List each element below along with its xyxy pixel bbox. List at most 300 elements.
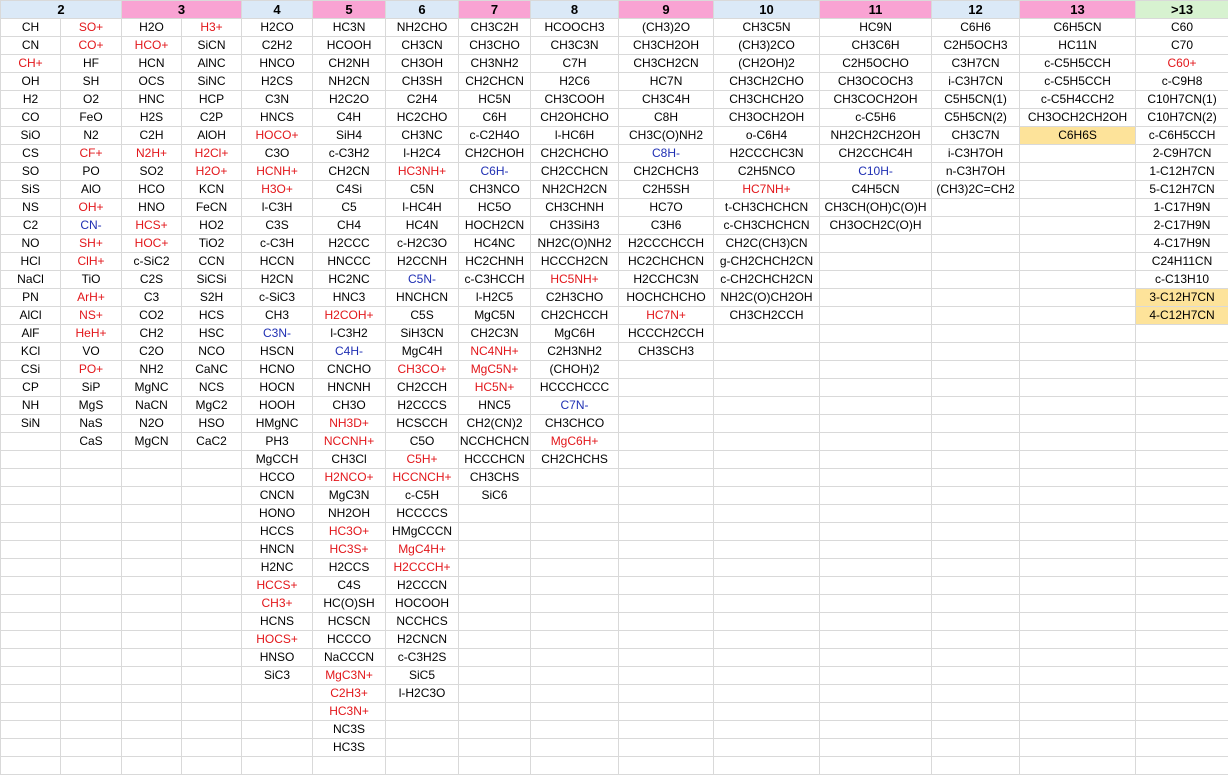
empty-cell[interactable]	[1, 451, 61, 469]
empty-cell[interactable]	[1020, 631, 1136, 649]
empty-cell[interactable]	[820, 613, 932, 631]
molecule-cell[interactable]: SO	[1, 163, 61, 181]
empty-cell[interactable]	[619, 649, 714, 667]
molecule-cell[interactable]: c-C13H10	[1136, 271, 1228, 289]
empty-cell[interactable]	[932, 271, 1020, 289]
empty-cell[interactable]	[122, 667, 182, 685]
empty-cell[interactable]	[932, 433, 1020, 451]
empty-cell[interactable]	[1020, 667, 1136, 685]
empty-cell[interactable]	[1136, 649, 1228, 667]
empty-cell[interactable]	[619, 631, 714, 649]
molecule-cell[interactable]: CN	[1, 37, 61, 55]
molecule-cell[interactable]: MgC5N	[459, 307, 531, 325]
empty-cell[interactable]	[619, 577, 714, 595]
molecule-cell[interactable]: H2O	[122, 19, 182, 37]
molecule-cell[interactable]: HC4NC	[459, 235, 531, 253]
empty-cell[interactable]	[1020, 361, 1136, 379]
molecule-cell[interactable]: PO+	[61, 361, 122, 379]
molecule-cell[interactable]: C6H-	[459, 163, 531, 181]
empty-cell[interactable]	[531, 667, 619, 685]
molecule-cell[interactable]: NH2CN	[313, 73, 386, 91]
empty-cell[interactable]	[242, 703, 313, 721]
header-cell[interactable]: 5	[313, 1, 386, 19]
molecule-cell[interactable]: C3O	[242, 145, 313, 163]
empty-cell[interactable]	[820, 451, 932, 469]
empty-cell[interactable]	[182, 757, 242, 775]
molecule-cell[interactable]: HC7N+	[619, 307, 714, 325]
molecule-cell[interactable]: c-C5H5CCH	[1020, 55, 1136, 73]
empty-cell[interactable]	[820, 757, 932, 775]
header-cell[interactable]: 12	[932, 1, 1020, 19]
empty-cell[interactable]	[619, 667, 714, 685]
empty-cell[interactable]	[61, 685, 122, 703]
molecule-cell[interactable]: SiN	[1, 415, 61, 433]
molecule-cell[interactable]: i-C3H7CN	[932, 73, 1020, 91]
molecule-cell[interactable]: c-C3H2	[313, 145, 386, 163]
empty-cell[interactable]	[1136, 451, 1228, 469]
molecule-cell[interactable]: CH2CHCN	[459, 73, 531, 91]
empty-cell[interactable]	[1, 721, 61, 739]
molecule-cell[interactable]: HC4N	[386, 217, 459, 235]
empty-cell[interactable]	[1, 505, 61, 523]
molecule-cell[interactable]: C70	[1136, 37, 1228, 55]
empty-cell[interactable]	[619, 703, 714, 721]
molecule-cell[interactable]: CaS	[61, 433, 122, 451]
empty-cell[interactable]	[619, 505, 714, 523]
empty-cell[interactable]	[932, 703, 1020, 721]
empty-cell[interactable]	[820, 343, 932, 361]
molecule-cell[interactable]: C2H4	[386, 91, 459, 109]
molecule-cell[interactable]: C5H5CN(2)	[932, 109, 1020, 127]
empty-cell[interactable]	[619, 379, 714, 397]
empty-cell[interactable]	[1136, 559, 1228, 577]
molecule-cell[interactable]: (CHOH)2	[531, 361, 619, 379]
molecule-cell[interactable]: C2H5OCH3	[932, 37, 1020, 55]
molecule-cell[interactable]: i-C3H7OH	[932, 145, 1020, 163]
molecule-cell[interactable]: HMgNC	[242, 415, 313, 433]
empty-cell[interactable]	[122, 505, 182, 523]
empty-cell[interactable]	[932, 397, 1020, 415]
molecule-cell[interactable]: HC(O)SH	[313, 595, 386, 613]
molecule-cell[interactable]: c-C9H8	[1136, 73, 1228, 91]
empty-cell[interactable]	[1136, 631, 1228, 649]
empty-cell[interactable]	[820, 703, 932, 721]
molecule-cell[interactable]: TiO	[61, 271, 122, 289]
empty-cell[interactable]	[1, 667, 61, 685]
molecule-cell[interactable]: NH2OH	[313, 505, 386, 523]
empty-cell[interactable]	[820, 541, 932, 559]
empty-cell[interactable]	[820, 523, 932, 541]
molecule-cell[interactable]: C2H2	[242, 37, 313, 55]
molecule-cell[interactable]: C5H+	[386, 451, 459, 469]
molecule-cell[interactable]: CO	[1, 109, 61, 127]
empty-cell[interactable]	[122, 703, 182, 721]
molecule-cell[interactable]: OCS	[122, 73, 182, 91]
molecule-cell[interactable]: C2O	[122, 343, 182, 361]
molecule-cell[interactable]: HCCCHCN	[459, 451, 531, 469]
molecule-cell[interactable]: C60+	[1136, 55, 1228, 73]
molecule-cell[interactable]: c-CH3CHCHCN	[714, 217, 820, 235]
molecule-cell[interactable]: CH3CHCO	[531, 415, 619, 433]
molecule-cell[interactable]: N2	[61, 127, 122, 145]
molecule-cell[interactable]: H2C6	[531, 73, 619, 91]
molecule-cell[interactable]: C5N	[386, 181, 459, 199]
empty-cell[interactable]	[820, 559, 932, 577]
empty-cell[interactable]	[182, 469, 242, 487]
molecule-cell[interactable]: CH2OHCHO	[531, 109, 619, 127]
empty-cell[interactable]	[932, 325, 1020, 343]
molecule-cell[interactable]: H2COH+	[313, 307, 386, 325]
molecule-cell[interactable]: C3H7CN	[932, 55, 1020, 73]
empty-cell[interactable]	[1136, 361, 1228, 379]
empty-cell[interactable]	[61, 595, 122, 613]
empty-cell[interactable]	[1, 613, 61, 631]
empty-cell[interactable]	[932, 613, 1020, 631]
empty-cell[interactable]	[1, 685, 61, 703]
header-cell[interactable]: >13	[1136, 1, 1228, 19]
empty-cell[interactable]	[932, 667, 1020, 685]
molecule-cell[interactable]: CP	[1, 379, 61, 397]
molecule-cell[interactable]: HC11N	[1020, 37, 1136, 55]
empty-cell[interactable]	[61, 451, 122, 469]
empty-cell[interactable]	[1136, 415, 1228, 433]
empty-cell[interactable]	[932, 235, 1020, 253]
molecule-cell[interactable]: HCCN	[242, 253, 313, 271]
empty-cell[interactable]	[820, 325, 932, 343]
empty-cell[interactable]	[714, 397, 820, 415]
molecule-cell[interactable]: SiC5	[386, 667, 459, 685]
empty-cell[interactable]	[932, 487, 1020, 505]
molecule-cell[interactable]: CN-	[61, 217, 122, 235]
empty-cell[interactable]	[932, 343, 1020, 361]
empty-cell[interactable]	[122, 559, 182, 577]
molecule-cell[interactable]: H2NC	[242, 559, 313, 577]
molecule-cell[interactable]: l-HC4H	[386, 199, 459, 217]
empty-cell[interactable]	[714, 685, 820, 703]
molecule-cell[interactable]: H2CCCN	[386, 577, 459, 595]
molecule-cell[interactable]: HCOOH	[313, 37, 386, 55]
empty-cell[interactable]	[531, 559, 619, 577]
molecule-cell[interactable]: CH3CHS	[459, 469, 531, 487]
empty-cell[interactable]	[1136, 739, 1228, 757]
empty-cell[interactable]	[1136, 541, 1228, 559]
empty-cell[interactable]	[820, 469, 932, 487]
molecule-cell[interactable]: CH3Cl	[313, 451, 386, 469]
molecule-cell[interactable]: C3H6	[619, 217, 714, 235]
empty-cell[interactable]	[1, 469, 61, 487]
empty-cell[interactable]	[714, 415, 820, 433]
empty-cell[interactable]	[714, 487, 820, 505]
molecule-cell[interactable]: H2	[1, 91, 61, 109]
molecule-cell[interactable]: H2CCC	[313, 235, 386, 253]
empty-cell[interactable]	[714, 739, 820, 757]
empty-cell[interactable]	[619, 613, 714, 631]
molecule-cell[interactable]: KCl	[1, 343, 61, 361]
molecule-cell[interactable]: CH3SCH3	[619, 343, 714, 361]
empty-cell[interactable]	[531, 487, 619, 505]
empty-cell[interactable]	[1, 757, 61, 775]
molecule-cell[interactable]: c-CH2CHCH2CN	[714, 271, 820, 289]
molecule-cell[interactable]: t-CH3CHCHCN	[714, 199, 820, 217]
empty-cell[interactable]	[714, 703, 820, 721]
molecule-cell[interactable]: HNC3	[313, 289, 386, 307]
empty-cell[interactable]	[61, 703, 122, 721]
molecule-cell[interactable]: c-C5H5CCH	[1020, 73, 1136, 91]
empty-cell[interactable]	[122, 739, 182, 757]
empty-cell[interactable]	[820, 271, 932, 289]
empty-cell[interactable]	[122, 631, 182, 649]
molecule-cell[interactable]: CH3CH2CN	[619, 55, 714, 73]
molecule-cell[interactable]: CH3COOH	[531, 91, 619, 109]
molecule-cell[interactable]: C3S	[242, 217, 313, 235]
molecule-cell[interactable]: HCNH+	[242, 163, 313, 181]
molecule-cell[interactable]: C8H-	[619, 145, 714, 163]
molecule-cell[interactable]: CO2	[122, 307, 182, 325]
molecule-cell[interactable]: ArH+	[61, 289, 122, 307]
molecule-cell[interactable]: HCCNCH+	[386, 469, 459, 487]
empty-cell[interactable]	[619, 541, 714, 559]
molecule-cell[interactable]: H2S	[122, 109, 182, 127]
molecule-cell[interactable]: C2H5NCO	[714, 163, 820, 181]
empty-cell[interactable]	[242, 721, 313, 739]
molecule-cell[interactable]: NCS	[182, 379, 242, 397]
empty-cell[interactable]	[820, 307, 932, 325]
molecule-cell[interactable]: NS+	[61, 307, 122, 325]
empty-cell[interactable]	[531, 505, 619, 523]
molecule-cell[interactable]: OH	[1, 73, 61, 91]
empty-cell[interactable]	[1, 523, 61, 541]
empty-cell[interactable]	[1, 649, 61, 667]
molecule-cell[interactable]: HF	[61, 55, 122, 73]
molecule-cell[interactable]: CH3C3N	[531, 37, 619, 55]
molecule-cell[interactable]: C8H	[619, 109, 714, 127]
molecule-cell[interactable]: HC2CHO	[386, 109, 459, 127]
molecule-cell[interactable]: HC3S+	[313, 541, 386, 559]
empty-cell[interactable]	[820, 415, 932, 433]
empty-cell[interactable]	[122, 721, 182, 739]
molecule-cell[interactable]: NS	[1, 199, 61, 217]
molecule-cell[interactable]: l-H2C4	[386, 145, 459, 163]
empty-cell[interactable]	[714, 433, 820, 451]
empty-cell[interactable]	[531, 541, 619, 559]
empty-cell[interactable]	[932, 415, 1020, 433]
empty-cell[interactable]	[1020, 415, 1136, 433]
molecule-cell[interactable]: C3N-	[242, 325, 313, 343]
molecule-cell[interactable]: NH2	[122, 361, 182, 379]
molecule-cell[interactable]: H3O+	[242, 181, 313, 199]
empty-cell[interactable]	[1020, 649, 1136, 667]
empty-cell[interactable]	[619, 451, 714, 469]
empty-cell[interactable]	[1020, 541, 1136, 559]
molecule-cell[interactable]: c-C2H4O	[459, 127, 531, 145]
empty-cell[interactable]	[459, 631, 531, 649]
empty-cell[interactable]	[1, 559, 61, 577]
empty-cell[interactable]	[1136, 667, 1228, 685]
empty-cell[interactable]	[1, 577, 61, 595]
molecule-cell[interactable]: HNCCC	[313, 253, 386, 271]
molecule-cell[interactable]: MgC6H+	[531, 433, 619, 451]
molecule-cell[interactable]: CH3+	[242, 595, 313, 613]
molecule-cell[interactable]: HOCH2CN	[459, 217, 531, 235]
molecule-cell[interactable]: SiC6	[459, 487, 531, 505]
empty-cell[interactable]	[1020, 559, 1136, 577]
molecule-cell[interactable]: c-SiC3	[242, 289, 313, 307]
molecule-cell[interactable]: H2NCO+	[313, 469, 386, 487]
header-cell[interactable]: 7	[459, 1, 531, 19]
molecule-cell[interactable]: CF+	[61, 145, 122, 163]
empty-cell[interactable]	[1020, 343, 1136, 361]
molecule-cell[interactable]: HNO	[122, 199, 182, 217]
molecule-cell[interactable]: C6H6S	[1020, 127, 1136, 145]
empty-cell[interactable]	[459, 523, 531, 541]
molecule-cell[interactable]: AlF	[1, 325, 61, 343]
empty-cell[interactable]	[1, 433, 61, 451]
header-cell[interactable]: 11	[820, 1, 932, 19]
molecule-cell[interactable]: HCS	[182, 307, 242, 325]
molecule-cell[interactable]: (CH3)2O	[619, 19, 714, 37]
molecule-cell[interactable]: HCO+	[122, 37, 182, 55]
molecule-cell[interactable]: MgS	[61, 397, 122, 415]
molecule-cell[interactable]: H2CO	[242, 19, 313, 37]
molecule-cell[interactable]: CH3CH2CCH	[714, 307, 820, 325]
molecule-cell[interactable]: HC5N	[459, 91, 531, 109]
empty-cell[interactable]	[61, 487, 122, 505]
header-cell[interactable]: 6	[386, 1, 459, 19]
empty-cell[interactable]	[459, 739, 531, 757]
molecule-cell[interactable]: C2H3CHO	[531, 289, 619, 307]
molecule-cell[interactable]: HSO	[182, 415, 242, 433]
molecule-cell[interactable]: HCCS	[242, 523, 313, 541]
molecule-cell[interactable]: HCl	[1, 253, 61, 271]
molecule-cell[interactable]: S2H	[182, 289, 242, 307]
empty-cell[interactable]	[1136, 343, 1228, 361]
empty-cell[interactable]	[714, 343, 820, 361]
molecule-cell[interactable]: CH3CHNH	[531, 199, 619, 217]
empty-cell[interactable]	[61, 505, 122, 523]
empty-cell[interactable]	[242, 757, 313, 775]
molecule-cell[interactable]: SiO	[1, 127, 61, 145]
empty-cell[interactable]	[932, 379, 1020, 397]
molecule-cell[interactable]: c-C5H6	[820, 109, 932, 127]
molecule-cell[interactable]: CH3O	[313, 397, 386, 415]
empty-cell[interactable]	[1020, 307, 1136, 325]
molecule-cell[interactable]: CH3CHO	[459, 37, 531, 55]
molecule-cell[interactable]: OH+	[61, 199, 122, 217]
empty-cell[interactable]	[714, 559, 820, 577]
molecule-cell[interactable]: 1-C17H9N	[1136, 199, 1228, 217]
molecule-cell[interactable]: C7N-	[531, 397, 619, 415]
molecule-cell[interactable]: CH3SH	[386, 73, 459, 91]
molecule-cell[interactable]: MgC4H	[386, 343, 459, 361]
molecule-cell[interactable]: c-C5H4CCH2	[1020, 91, 1136, 109]
molecule-cell[interactable]: CH3OCH2OH	[714, 109, 820, 127]
empty-cell[interactable]	[1136, 721, 1228, 739]
empty-cell[interactable]	[820, 595, 932, 613]
empty-cell[interactable]	[182, 559, 242, 577]
molecule-cell[interactable]: NH	[1, 397, 61, 415]
molecule-cell[interactable]: HOOH	[242, 397, 313, 415]
molecule-cell[interactable]: HC5O	[459, 199, 531, 217]
empty-cell[interactable]	[531, 685, 619, 703]
molecule-cell[interactable]: HC2CHCHCN	[619, 253, 714, 271]
empty-cell[interactable]	[820, 289, 932, 307]
molecule-cell[interactable]: NH2C(O)NH2	[531, 235, 619, 253]
molecule-cell[interactable]: CH3OCOCH3	[820, 73, 932, 91]
molecule-cell[interactable]: AlCl	[1, 307, 61, 325]
molecule-cell[interactable]: MgC3N+	[313, 667, 386, 685]
molecule-cell[interactable]: C2H5SH	[619, 181, 714, 199]
molecule-cell[interactable]: HCOOCH3	[531, 19, 619, 37]
empty-cell[interactable]	[932, 577, 1020, 595]
empty-cell[interactable]	[820, 361, 932, 379]
empty-cell[interactable]	[1020, 217, 1136, 235]
molecule-cell[interactable]: CH3OCH2CH2OH	[1020, 109, 1136, 127]
molecule-cell[interactable]: H2CNCN	[386, 631, 459, 649]
empty-cell[interactable]	[1136, 757, 1228, 775]
empty-cell[interactable]	[122, 613, 182, 631]
molecule-cell[interactable]: CH2CHCHS	[531, 451, 619, 469]
molecule-cell[interactable]: g-CH2CHCH2CN	[714, 253, 820, 271]
molecule-cell[interactable]: MgC4H+	[386, 541, 459, 559]
empty-cell[interactable]	[61, 541, 122, 559]
empty-cell[interactable]	[714, 595, 820, 613]
molecule-cell[interactable]: H2CCHC3N	[619, 271, 714, 289]
molecule-cell[interactable]: HOCO+	[242, 127, 313, 145]
empty-cell[interactable]	[459, 577, 531, 595]
molecule-cell[interactable]: PN	[1, 289, 61, 307]
molecule-cell[interactable]: HCCCH2CCH	[619, 325, 714, 343]
empty-cell[interactable]	[531, 523, 619, 541]
molecule-cell[interactable]: HCNS	[242, 613, 313, 631]
molecule-cell[interactable]: AlO	[61, 181, 122, 199]
molecule-cell[interactable]: l-C3H	[242, 199, 313, 217]
molecule-cell[interactable]: HC9N	[820, 19, 932, 37]
empty-cell[interactable]	[1020, 235, 1136, 253]
molecule-cell[interactable]: C5H5CN(1)	[932, 91, 1020, 109]
molecule-cell[interactable]: CH2NH	[313, 55, 386, 73]
molecule-cell[interactable]: HNC	[122, 91, 182, 109]
empty-cell[interactable]	[386, 739, 459, 757]
molecule-cell[interactable]: (CH2OH)2	[714, 55, 820, 73]
empty-cell[interactable]	[714, 757, 820, 775]
empty-cell[interactable]	[714, 523, 820, 541]
empty-cell[interactable]	[61, 613, 122, 631]
molecule-cell[interactable]: HNSO	[242, 649, 313, 667]
empty-cell[interactable]	[619, 595, 714, 613]
molecule-cell[interactable]: HC3NH+	[386, 163, 459, 181]
empty-cell[interactable]	[1020, 271, 1136, 289]
molecule-cell[interactable]: 2-C17H9N	[1136, 217, 1228, 235]
empty-cell[interactable]	[932, 541, 1020, 559]
empty-cell[interactable]	[619, 433, 714, 451]
molecule-cell[interactable]: C6H6	[932, 19, 1020, 37]
empty-cell[interactable]	[1020, 703, 1136, 721]
empty-cell[interactable]	[182, 523, 242, 541]
molecule-cell[interactable]: C3	[122, 289, 182, 307]
molecule-cell[interactable]: HNCN	[242, 541, 313, 559]
empty-cell[interactable]	[1020, 685, 1136, 703]
molecule-cell[interactable]: TiO2	[182, 235, 242, 253]
empty-cell[interactable]	[1136, 433, 1228, 451]
molecule-cell[interactable]: HNC5	[459, 397, 531, 415]
molecule-cell[interactable]: CH3CHCH2O	[714, 91, 820, 109]
molecule-cell[interactable]: H2CCNH	[386, 253, 459, 271]
molecule-cell[interactable]: NaCCCN	[313, 649, 386, 667]
molecule-cell[interactable]: c-C5H	[386, 487, 459, 505]
empty-cell[interactable]	[122, 649, 182, 667]
empty-cell[interactable]	[386, 703, 459, 721]
molecule-cell[interactable]: HCP	[182, 91, 242, 109]
